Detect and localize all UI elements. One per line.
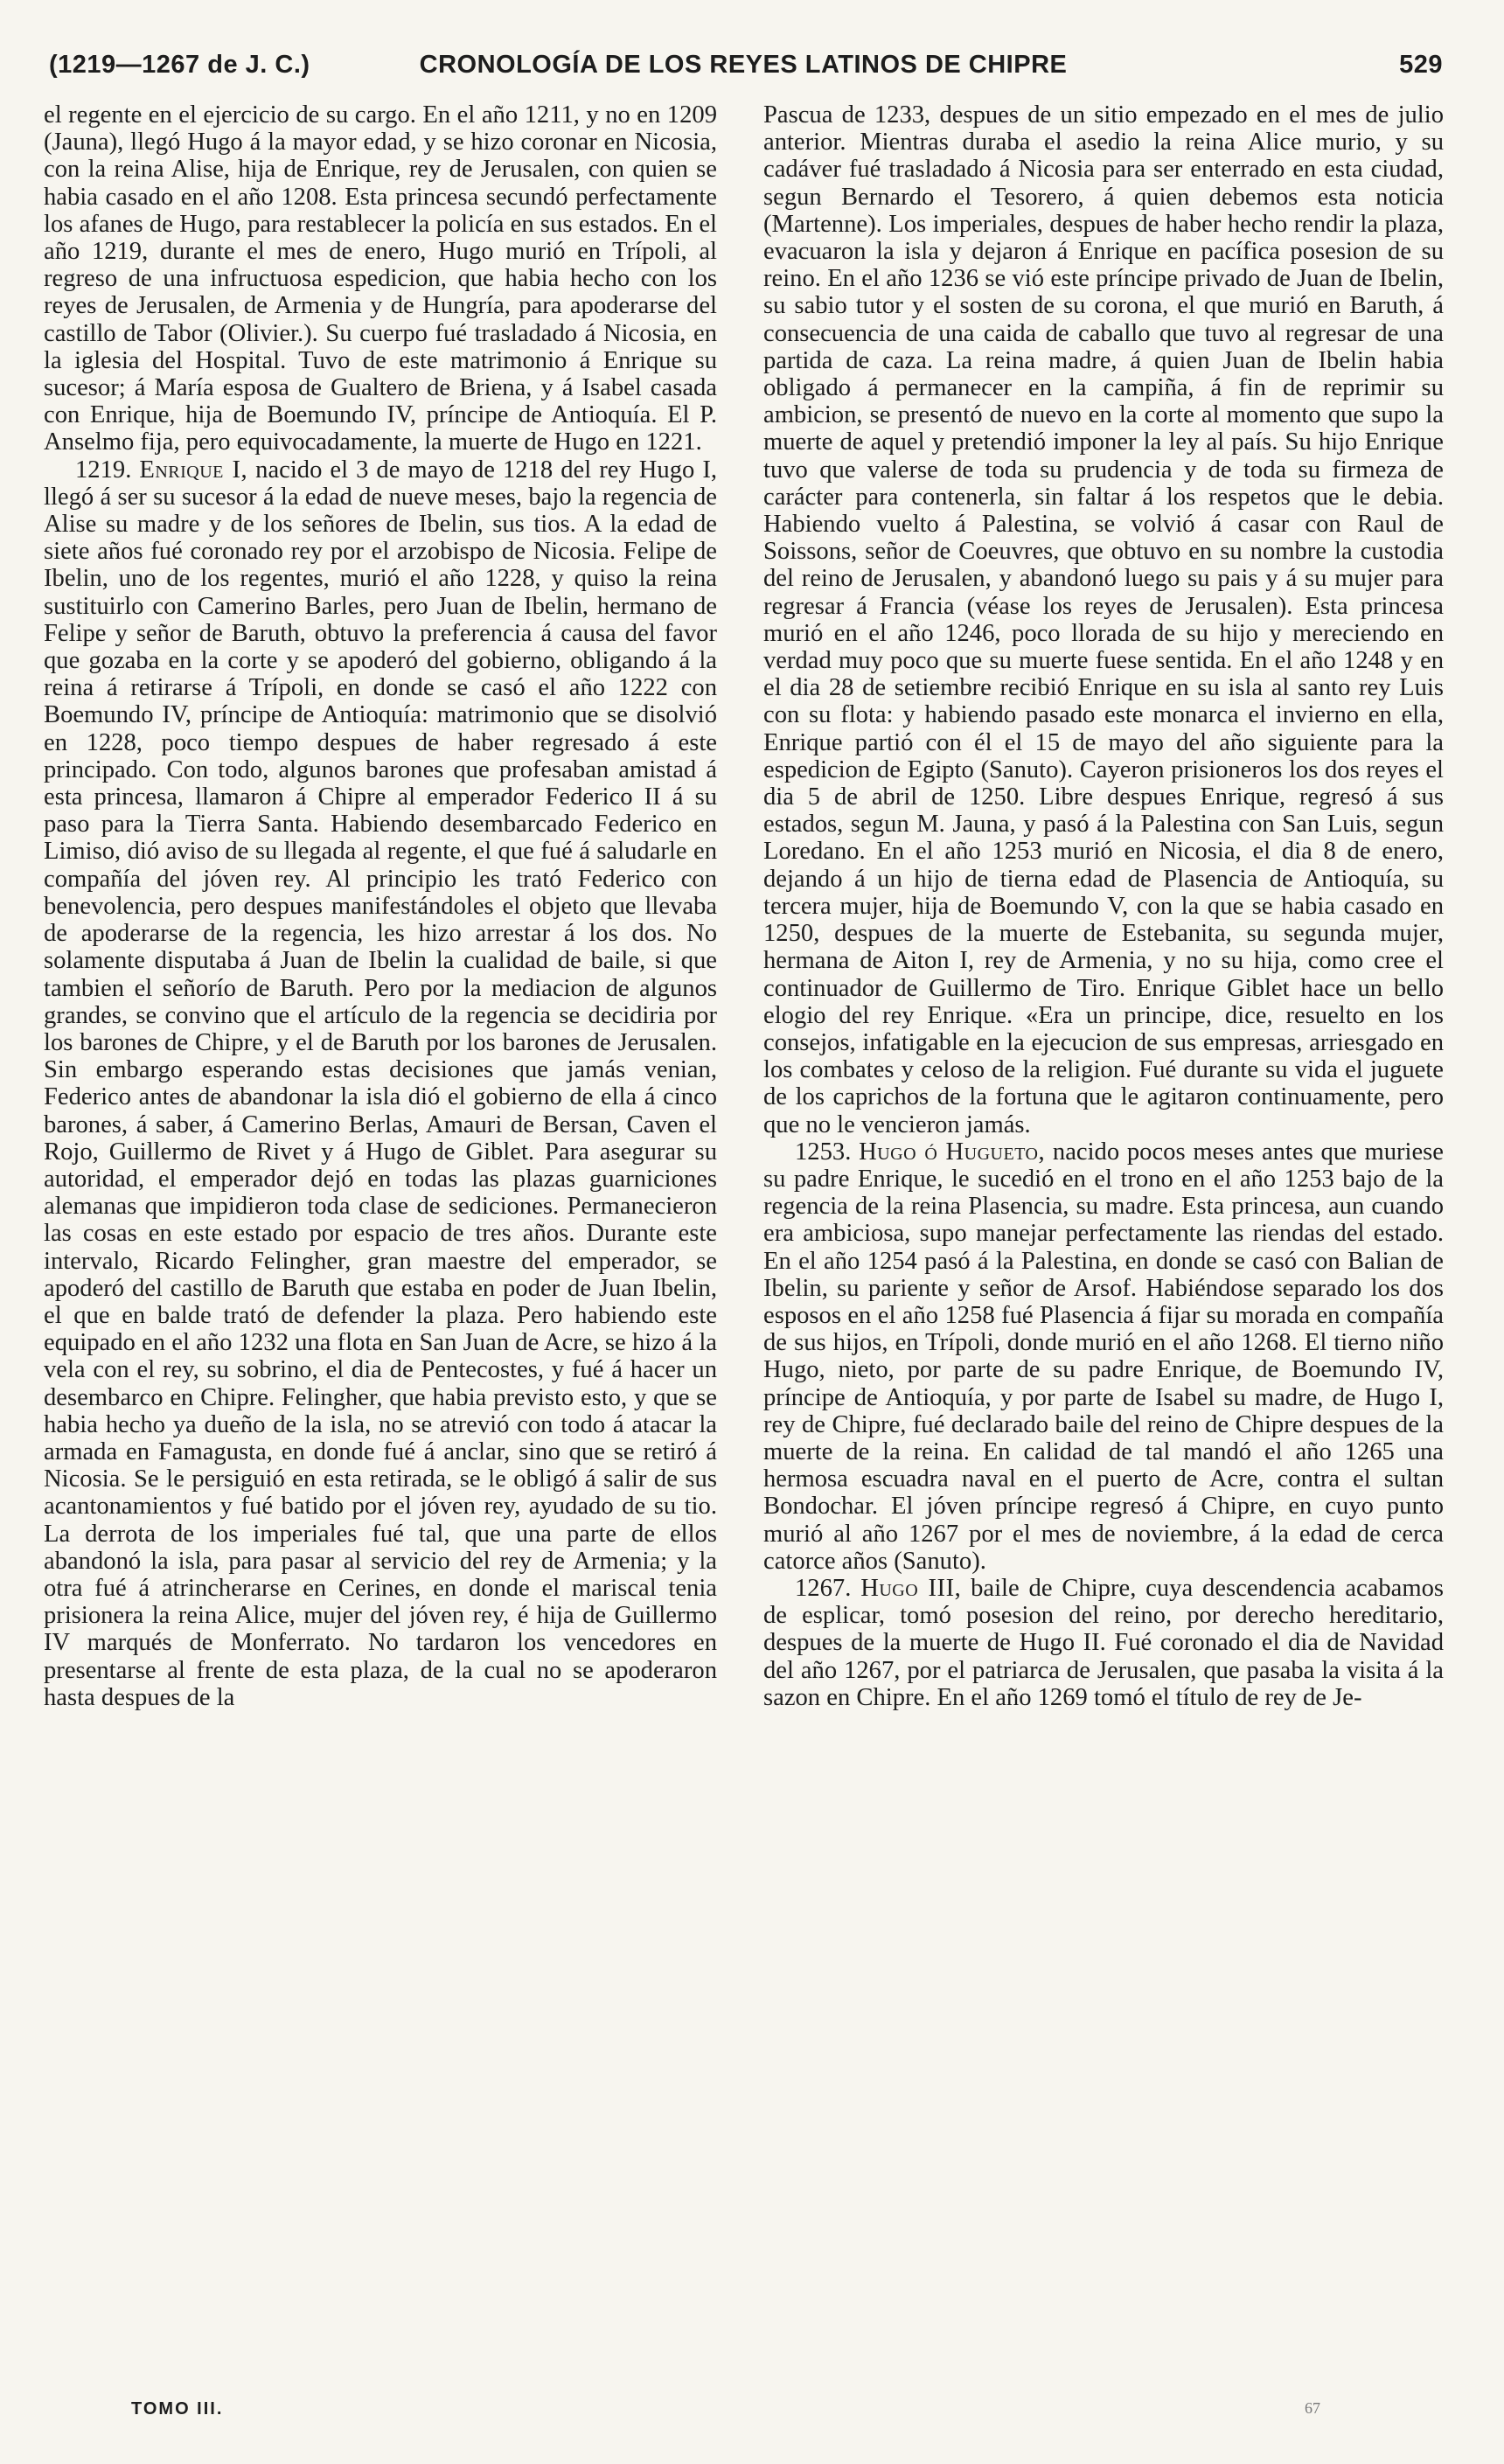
entry-year: 1253. — [795, 1138, 852, 1166]
entry-year: 1267. — [795, 1574, 852, 1602]
entry-year: 1219. — [75, 456, 132, 484]
entry-text: nacido pocos meses antes que muriese su padre Enrique, le sucedió en el trono en el año 1253 bajo de la regencia de la reina Plasencia, su madre. Esta princesa, aun cuando era ambiciosa, supo manejar perfectamente las riendas del estado. En el año 1254 pasó á la Palestina, en donde se casó con Balian de Ibelin, su pariente y señor de Arsof. Habiéndose separado los dos esposos en el año 1258 fué Plasencia á fijar su morada en compañía de sus hijos, en Trípoli, donde murió en el año 1268. El tierno niño Hugo, nieto, por parte de su padre Enrique, de Boemundo IV, príncipe de Antioquía, y por parte de Isabel su madre, de Hugo I, rey de Chipre, fué declarado baile del reino de Chipre despues de la muerte de la reina. En calidad de tal mandó el año 1265 una hermosa escuadra naval en el puerto de Acre, contra el sultan Bondochar. El jóven príncipe regresó á Chipre, en cuyo punto murió al año 1267 por el mes de noviembre, á la edad de cerca catorce años (Sanuto). — [763, 1138, 1444, 1575]
paragraph-hugo-i-continued: el regente en el ejercicio de su cargo. En el año 1211, y no en 1209 (Jauna), llegó Hugo á la mayor edad, y se hizo coronar en Nicosia, con la reina Alise, hija de Enrique, rey de Jerusalen, con quien se habia casado en el año 1208. Esta princesa secundó perfectamente los afanes de Hugo, para restablecer la policía en sus estados. En el año 1219, durante el mes de enero, Hugo murió en Trípoli, al regreso de una infructuosa espedicion, que habia hecho con los reyes de Jerusalen, de Armenia y de Hungría, para apoderarse del castillo de Tabor (Olivier.). Su cuerpo fué trasladado á Nicosia, en la iglesia del Hospital. Tuvo de este matrimonio á Enrique su sucesor; á María esposa de Gualtero de Briena, y á Isabel casada con Enrique, hija de Boemundo IV, príncipe de Antioquía. El P. Anselmo fija, pero equivocadamente, la muerte de Hugo en 1221. — [44, 101, 717, 456]
paragraph-hugo-ii — [763, 1138, 1444, 1575]
paragraph-enrique-i-continued: Pascua de 1233, despues de un sitio empezado en el mes de julio anterior. Mientras duraba el asedio la reina Alice murio, y su cadáver fué trasladado á Nicosia para ser enterrado en esta ciudad, segun Bernardo el Tesorero, á quien debemos esta noticia (Martenne). Los imperiales, despues de haber hecho rendir la plaza, evacuaron la isla y dejaron á Enrique en pacífica posesion de su reino. En el año 1236 se vió este príncipe privado de Juan de Ibelin, su sabio tutor y el sosten de su corona, el que murió en Baruth, á consecuencia de una caida de caballo que tuvo al regresar de una partida de caza. La reina madre, á quien Juan de Ibelin habia obligado á permanecer en la campiña, á fin de reprimir su ambicion, se presentó de nuevo en la corte al momento que supo la muerte de aquel y pretendió imponer la ley al país. Su hijo Enrique tuvo que valerse de toda su prudencia y de toda su firmeza de carácter para contenerla, sin faltar á los respetos que le debia. Habiendo vuelto á Palestina, se volvió á casar con Raul de Soissons, señor de Coeuvres, que obtuvo en su nombre la custodia del reino de Jerusalen, y abandonó luego su pais y á su mujer para regresar á Francia (véase los reyes de Jerusalen). Esta princesa murió en el año 1246, poco llorada de su hijo y mereciendo en verdad muy poco que su muerte fuese sentida. En el año 1248 y en el dia 28 de setiembre recibió Enrique en su isla al santo rey Luis con su flota: y habiendo pasado este monarca el invierno en ella, Enrique partió con él el 15 de mayo del año siguiente para la espedicion de Egipto (Sanuto). Cayeron prisioneros los dos reyes el dia 5 de abril de 1250. Libre despues Enrique, regresó á sus estados, segun M. Jauna, y pasó á la Palestina con San Luis, segun Loredano. En el año 1253 murió en Nicosia, el dia 8 de enero, dejando á un hijo de tierna edad de Plasencia de Antioquía, su tercera mujer, hija de Boemundo V, con la que se habia casado en 1250, despues de la muerte de Estebanita, su segunda mujer, hermana de Aiton I, rey de Armenia, y no su hija, como cree el continuador de Guillermo de Tiro. Enrique Giblet hace un bello elogio del rey Enrique. «Era un principe, dice, resuelto en los consejos, infatigable en la ejecucion de sus empresas, arriesgado en los combates y celoso de la religion. Fué durante su vida el juguete de los caprichos de la fortuna que le agitaron continuamente, pero que no le vencieron jamás. — [763, 101, 1444, 1138]
page-number: 529 — [1399, 51, 1443, 79]
volume-footer: TOMO III. — [131, 2399, 224, 2419]
header-title: CRONOLOGÍA DE LOS REYES LATINOS DE CHIPRE — [419, 51, 1068, 79]
entry-text: nacido el 3 de mayo de 1218 del rey Hugo I, llegó á ser su sucesor á la edad de nueve meses, bajo la regencia de Alise su madre y de los señores de Ibelin, sus tios. A la edad de siete años fué coronado rey por el arzobispo de Nicosia. Felipe de Ibelin, uno de los regentes, murió el año 1228, y quiso la reina sustituirlo con Camerino Barles, pero Juan de Ibelin, hermano de Felipe y señor de Baruth, obtuvo la preferencia á causa del favor que gozaba en la corte y se apoderó del gobierno, obligando á la reina á retirarse á Trípoli, en donde se casó el año 1222 con Boemundo IV, príncipe de Antioquía: matrimonio que se disolvió en 1228, poco tiempo despues de haber regresado á este principado. Con todo, algunos barones que profesaban amistad á esta princesa, llamaron á Chipre al emperador Federico II á su paso para la Tierra Santa. Habiendo desembarcado Federico en Limiso, dió aviso de su llegada al regente, el que fué á saludarle en compañía del jóven rey. Al principio les trató Federico con benevolencia, pero despues manifestándoles el objeto que llevaba de apoderarse de la regencia, les hizo arrestar á los dos. No solamente disputaba á Juan de Ibelin la cualidad de baile, si que tambien el señorío de Baruth. Pero por la mediacion de algunos grandes, se convino que el artículo de la regencia se decidiria por los barones de Chipre, y el de Baruth por los barones de Jerusalen. Sin embargo esperando estas decisiones que jamás venian, Federico antes de abandonar la isla dió el gobierno de ella á cinco barones, á saber, á Camerino Berlas, Amauri de Bersan, Caven el Rojo, Guillermo de Rivet y á Hugo de Giblet. Para asegurar su autoridad, el emperador dejó en todas las plazas guarniciones alemanas que impidieron toda clase de sediciones. Permanecieron las cosas en este estado por espacio de tres años. Durante este intervalo, Ricardo Felingher, gran maestre del emperador, se apoderó del castillo de Baruth que estaba en poder de Juan Ibelin, el que en balde trató de defender la plaza. Pero habiendo este equipado en el año 1232 una flota en San Juan de Acre, se hizo á la vela con el rey, su sobrino, el dia de Pentecostes, y fué á hacer un desembarco en Chipre. Felingher, que habia previsto esto, y que se habia hecho ya dueño de la isla, no se atrevió con todo á atacar la armada en Famagusta, en donde fué á anclar, sino que se retiró á Nicosia. Se le persiguió en esta retirada, se le obligó á salir de sus acantonamientos y fué batido por el jóven rey, ayudado de su tio. La derrota de los imperiales fué tal, que una parte de ellos abandonó la isla, para pasar al servicio del rey de Armenia; y la otra fué á atrincherarse en Cerines, en donde el mariscal tenia prisionera la reina Alice, mujer del jóven rey, é hija de Guillermo IV marqués de Monferrato. No tardaron los vencedores en presentarse al frente de esta plaza, de la cual no se apoderaron hasta despues de la — [44, 456, 717, 1711]
left-column — [44, 101, 717, 1711]
entry-name: Hugo III, — [860, 1574, 962, 1602]
entry-name: Hugo ó Hugueto, — [859, 1138, 1046, 1166]
book-page — [44, 38, 1443, 2434]
right-column — [763, 101, 1444, 1711]
paragraph-hugo-iii — [763, 1575, 1444, 1711]
entry-name: Enrique I, — [139, 456, 248, 484]
header-dates: (1219—1267 de J. C.) — [49, 51, 310, 79]
running-head — [44, 51, 1443, 94]
entry-text: baile de Chipre, cuya descendencia acabamos de esplicar, tomó posesion del reino, por derecho hereditario, despues de la muerte de Hugo II. Fué coronado el dia de Navidad del año 1267, por el patriarca de Jerusalen, que pasaba la visita á la sazon en Chipre. En el año 1269 tomó el título de rey de Je- — [763, 1574, 1444, 1711]
paragraph-enrique-i — [44, 456, 717, 1711]
signature-mark: 67 — [1305, 2399, 1320, 2417]
